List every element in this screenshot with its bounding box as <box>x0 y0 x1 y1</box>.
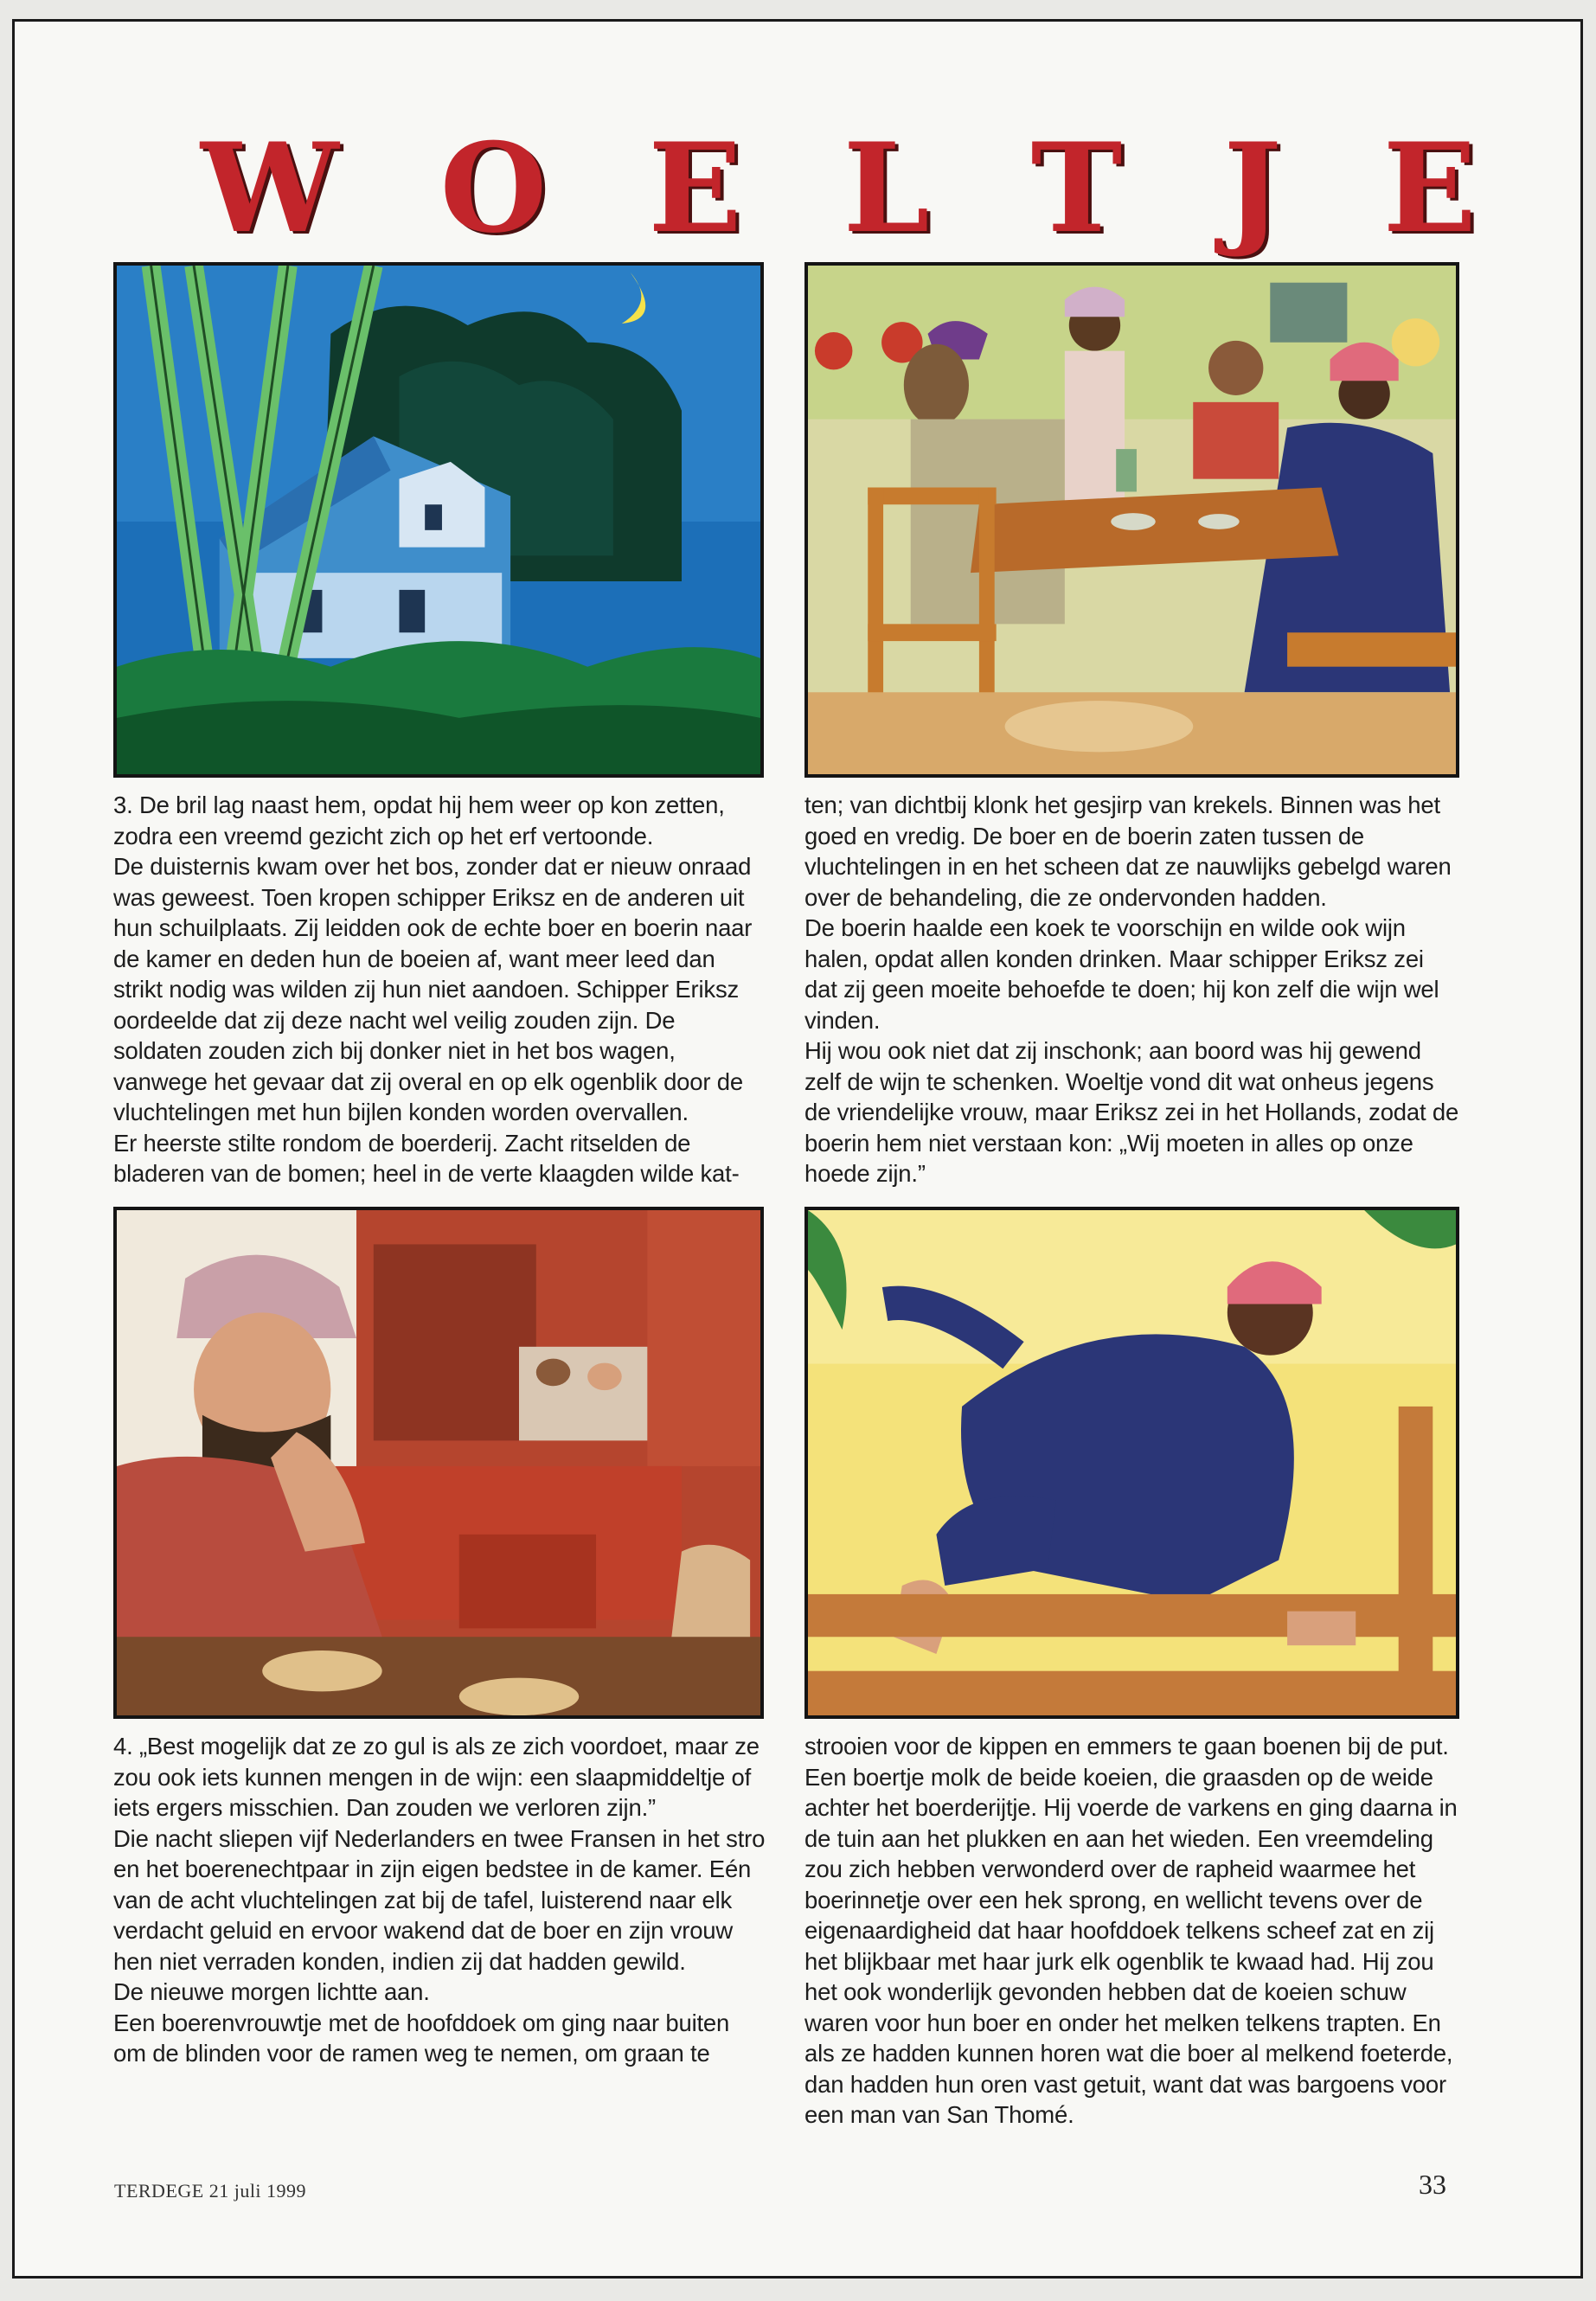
title-letter: E <box>1382 117 1477 260</box>
paragraph: ten; van dichtbij klonk het gesjirp van krekels. Binnen was het goed en vredig. De boer en de boerin zaten tussen de vluchtelingen in en het scheen dat ze nauwlijks gebelgd waren over de behandeling, die ze ondervonden hadden. <box>804 792 1452 911</box>
paragraph: 4. „Best mogelijk dat ze zo gul is als ze zich voordoet, maar ze zou ook iets kunnen mengen in de wijn: een slaapmiddeltje of iets ergers misschien. Dan zouden we verloren zijn.” <box>113 1733 760 1821</box>
paragraph: Hij wou ook niet dat zij inschonk; aan boord was hij gewend zelf de wijn te schenken. Woeltje vond dit wat onheus jegens de vriendelijke vrouw, maar Eriksz zei in het Hollands, zodat de boerin hem niet verstaan kon: „Wij moeten in alles op onze hoede zijn.” <box>804 1037 1459 1187</box>
dinner-table-illustration <box>804 262 1459 778</box>
page-number: 33 <box>1419 2169 1446 2200</box>
paragraph: Die nacht sliepen vijf Nederlanders en twee Fransen in het stro en het boerenechtpaar in zijn eigen bedstee in de kamer. Eén van de acht vluchtelingen zat bij de tafel, luisterend naar elk verdacht geluid en ervoor wakend dat de boer en zijn vrouw hen niet verraden konden, indien zij dat hadden gewild. <box>113 1824 766 1975</box>
title-letter: W <box>201 117 339 260</box>
paragraph: 3. De bril lag naast hem, opdat hij hem weer op kon zetten, zodra een vreemd gezicht zich op het erf vertoonde. <box>113 792 725 849</box>
title-letter: J <box>1223 117 1282 260</box>
paragraph: Een boerenvrouwtje met de hoofddoek om ging naar buiten om de blinden voor de ramen weg te nemen, om graan te <box>113 2009 730 2067</box>
publication-footer: TERDEGE 21 juli 1999 <box>114 2180 307 2202</box>
paragraph: strooien voor de kippen en emmers te gaan boenen bij de put. Een boertje molk de beide koeien, die graasden op de weide achter het boerderijtje. Hij voerde de varkens en ging daarna in de tuin aan het plukken en aan het wieden. Een vreemdeling zou zich hebben verwonderd over de rapheid waarmee het boerinnetje over een hek sprong, en wellicht tevens over de eigenaardigheid dat haar hoofddoek telkens scheef zat en zij het blijkbaar met haar jurk elk ogenblik te kwaad had. Hij zou het ook wonderlijk gevonden hebben dat de koeien schuw waren voor hun boer en onder het melken telkens trapten. En als ze hadden kunnen horen wat die boer al melkend foeterde, dan hadden hun oren vast getuit, want dat was bargoens voor een man van San Thomé. <box>804 1733 1458 2128</box>
woman-jumping-fence-illustration <box>804 1207 1459 1719</box>
paragraph: De boerin haalde een koek te voorschijn en wilde ook wijn halen, opdat allen konden drinken. Maar schipper Eriksz zei dat zij geen moeite behoefde te doen; hij kon zelf die wijn wel vinden. <box>804 914 1439 1034</box>
thinking-man-illustration <box>113 1207 764 1719</box>
page-title <box>15 117 1580 260</box>
magazine-page <box>12 19 1583 2279</box>
night-farmhouse-illustration <box>113 262 764 778</box>
paragraph: Er heerste stilte rondom de boerderij. Zacht ritselden de bladeren van de bomen; heel in de verte klaagden wilde kat- <box>113 1129 740 1187</box>
article-column-1-top <box>113 790 767 1189</box>
title-letter: T <box>1030 117 1123 260</box>
title-letter: O <box>439 117 548 260</box>
title-letter: E <box>648 117 742 260</box>
article-column-1-bottom <box>113 1731 767 2069</box>
title-letter: L <box>843 117 930 260</box>
paragraph: De nieuwe morgen lichtte aan. <box>113 1978 430 2005</box>
article-column-2-bottom <box>804 1731 1462 2131</box>
article-column-2-top <box>804 790 1462 1189</box>
paragraph: De duisternis kwam over het bos, zonder dat er nieuw onraad was geweest. Toen kropen schipper Eriksz en de anderen uit hun schuilplaats. Zij leidden ook de echte boer en boerin naar de kamer en deden hun de boeien af, want meer leed dan strikt nodig was wilden zij hun niet aandoen. Schipper Eriksz oordeelde dat zij deze nacht wel veilig zouden zijn. De soldaten zouden zich bij donker niet in het bos wagen, vanwege het gevaar dat zij overal en op elk ogenblik door de vluchtelingen met hun bijlen konden worden overvallen. <box>113 853 753 1125</box>
